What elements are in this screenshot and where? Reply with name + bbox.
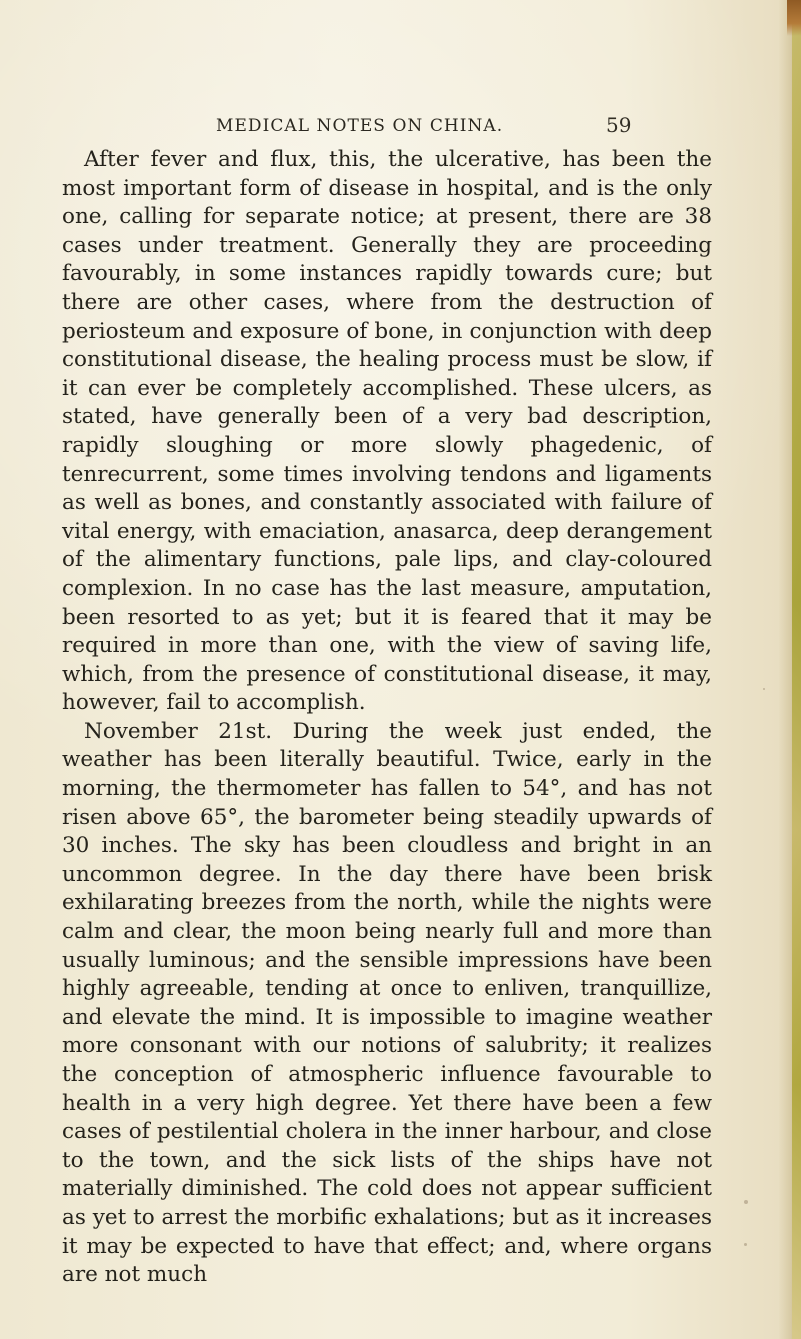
page-corner-stain	[787, 0, 801, 36]
paper-speck	[744, 1200, 748, 1204]
page-edge-tint	[792, 0, 801, 1339]
paragraph-november-weather: November 21st. During the week just ended, the weather has been literally beautiful. Twice, early in the morning, the thermometer has fallen to 54°, and has not risen above 65°, the barometer being steadily upwards of 30 inches. The sky has been cloudless and bright in an uncommon degree. In the day there have been brisk exhilarating breezes from the north, while the nights were calm and clear, the moon being nearly full and more than usually luminous; and the sensible impressions have been highly agreeable, tending at once to enliven, tranquillize, and elevate the mind. It is impossible to imagine weather more consonant with our notions of salubrity; it realizes the conception of atmospheric influence favourable to health in a very high degree. Yet there have been a few cases of pestilential cholera in the inner harbour, and close to the town, and the sick lists of the ships have not materially diminished. The cold does not appear sufficient as yet to arrest the morbific exhalations; but as it increases it may be expected to have that effect; and, where organs are not much	[62, 718, 712, 1288]
body-text	[62, 146, 712, 1290]
paper-speck	[763, 688, 765, 690]
paragraph-ulcerative-disease: After fever and flux, this, the ulcerative, has been the most important form of disease in hospital, and is the only one, calling for separate notice; at present, there are 38 cases under treatment. Generally they are proceeding favourably, in some instances rapidly towards cure; but there are other cases, where from the destruction of periosteum and exposure of bone, in conjunction with deep constitutional disease, the healing process must be slow, if it can ever be completely accomplished. These ulcers, as stated, have generally been of a very bad description, rapidly sloughing or more slowly phagedenic, of tenrecurrent, some times involving tendons and ligaments as well as bones, and constantly associated with failure of vital energy, with emaciation, anasarca, deep derangement of the alimentary functions, pale lips, and clay-coloured complexion. In no case has the last measure, amputation, been resorted to as yet; but it is feared that it may be required in more than one, with the view of saving life, which, from the presence of constitutional disease, it may, however, fail to accomplish.	[62, 147, 712, 716]
paper-speck	[744, 1243, 747, 1246]
page-number: 59	[606, 113, 632, 137]
running-header: MEDICAL NOTES ON CHINA.	[216, 116, 504, 136]
